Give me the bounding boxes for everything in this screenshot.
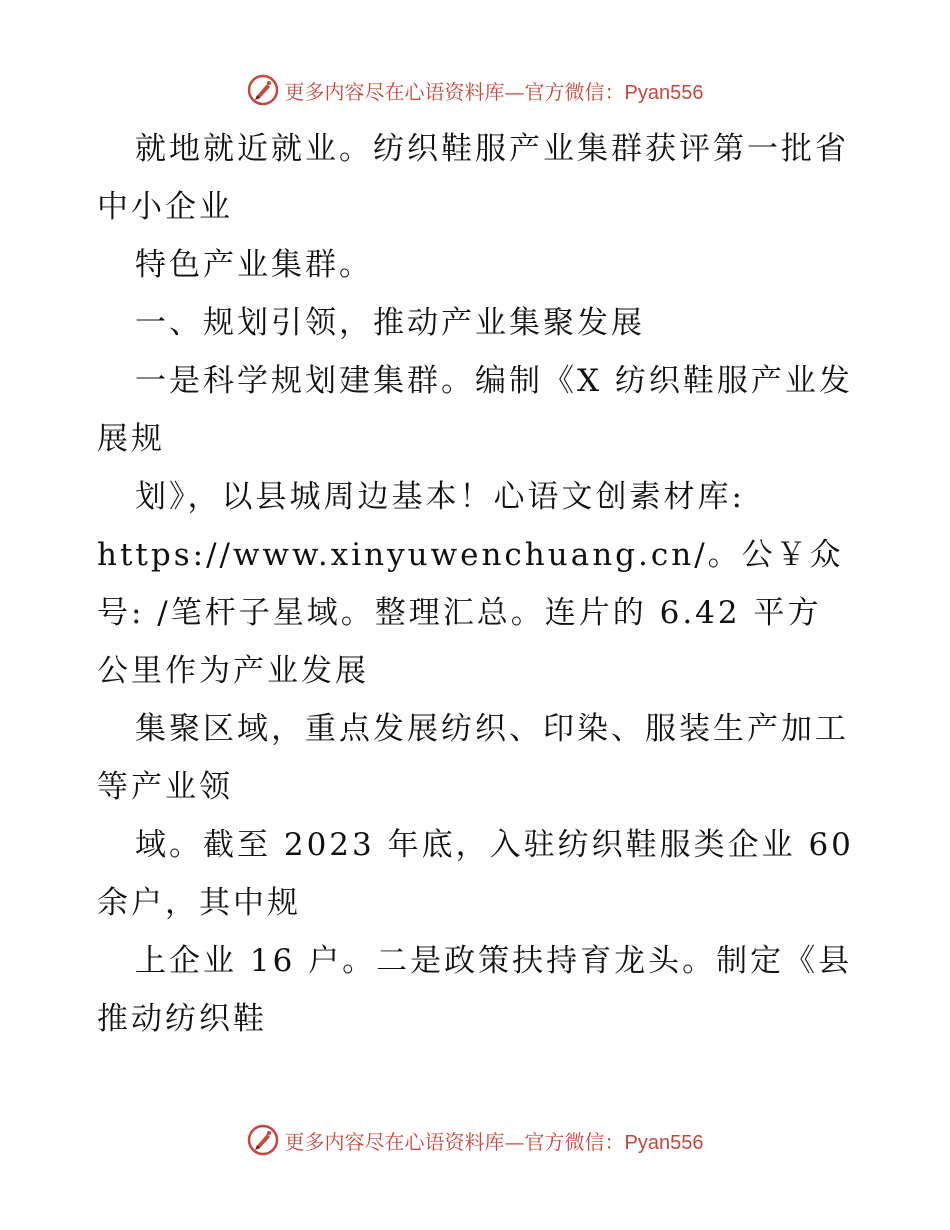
watermark-label: 官方微信： xyxy=(524,1129,625,1154)
watermark-main-text: 更多内容尽在心语资料库 xyxy=(284,79,505,104)
text-line: 域。截至 2023 年底，入驻纺织鞋服类企业 60 xyxy=(135,827,854,863)
header-watermark xyxy=(0,70,950,110)
text-line: 一是科学规划建集群。编制《X 纺织鞋服产业发 xyxy=(135,363,853,399)
text-line: 余户，其中规 xyxy=(97,885,301,921)
text-line: 展规 xyxy=(97,421,165,457)
text-line: 号: /笔杆子星域。整理汇总。连片的 6.42 平方 xyxy=(97,595,822,631)
text-line: 推动纺织鞋 xyxy=(97,1001,267,1037)
text-line: 划》，以县城周边基本！心语文创素材库: xyxy=(135,479,745,515)
text-line: https://www.xinyuwenchuang.cn/。公￥众 xyxy=(97,537,844,573)
watermark-separator: — xyxy=(504,1129,525,1154)
text-line: 就地就近就业。纺织鞋服产业集群获评第一批省 xyxy=(135,131,849,167)
section-heading: 一、规划引领，推动产业集聚发展 xyxy=(135,305,645,341)
text-line: 集聚区域，重点发展纺织、印染、服装生产加工 xyxy=(135,711,849,747)
document-body xyxy=(97,120,857,1048)
watermark-separator: — xyxy=(504,79,525,104)
watermark-wechat-id: Pyan556 xyxy=(624,81,704,104)
pen-logo-icon xyxy=(247,1124,279,1156)
text-line: 等产业领 xyxy=(97,769,233,805)
pen-logo-icon xyxy=(247,74,279,106)
watermark-text xyxy=(285,1126,704,1155)
watermark-label: 官方微信： xyxy=(524,79,625,104)
text-line: 中小企业 xyxy=(97,189,233,225)
watermark-main-text: 更多内容尽在心语资料库 xyxy=(284,1129,505,1154)
watermark-wechat-id: Pyan556 xyxy=(624,1131,704,1154)
text-line: 上企业 16 户。二是政策扶持育龙头。制定《县 xyxy=(135,943,853,979)
watermark-text xyxy=(285,76,704,105)
text-line: 公里作为产业发展 xyxy=(97,653,369,689)
text-line: 特色产业集群。 xyxy=(135,247,373,283)
footer-watermark xyxy=(0,1120,950,1160)
